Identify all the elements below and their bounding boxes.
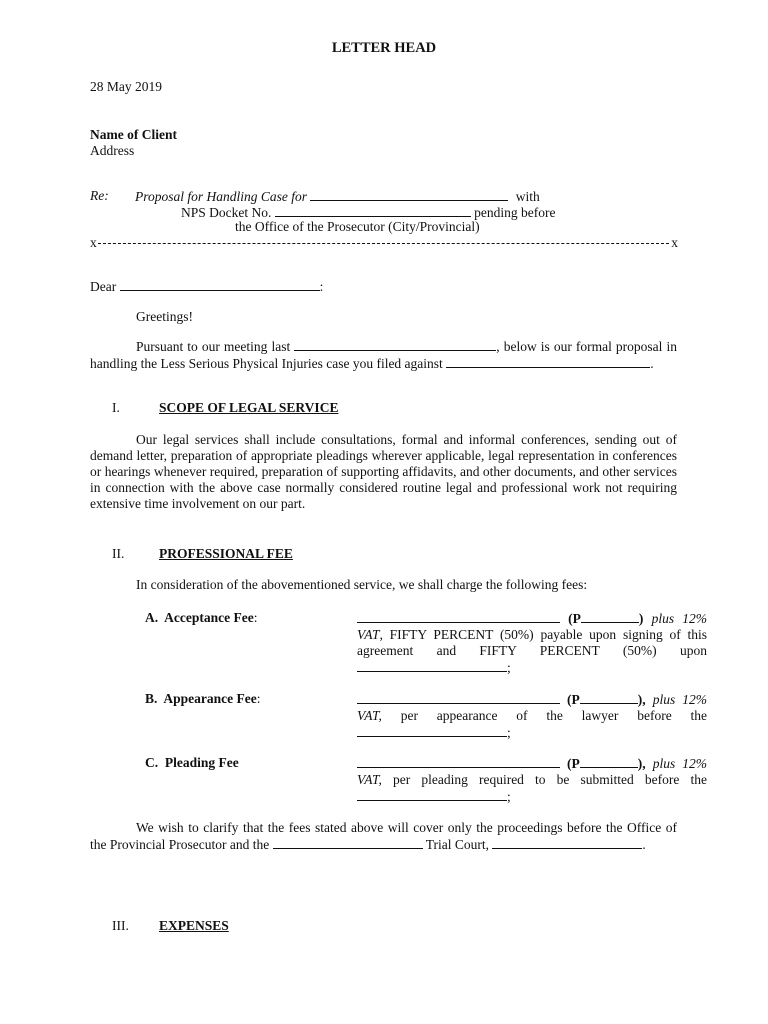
docket-number-blank: [275, 204, 471, 217]
fee-c-plus: plus 12%: [652, 756, 708, 771]
fee-a-desc: , FIFTY PERCENT (50%) payable upon signing of this agreement and FIFTY PERCENT (50%) upon: [357, 627, 707, 658]
section-3-number: III.: [112, 918, 129, 933]
dear-text: Dear: [90, 279, 117, 294]
re-subject: Proposal for Handling Case for: [135, 189, 308, 204]
fee-b-amount-words-blank: [357, 691, 560, 704]
fee-a-vat: VAT: [357, 627, 380, 642]
fee-a-peso-open: (P: [568, 611, 581, 626]
fee-b-description: [357, 691, 707, 741]
section-2-number: II.: [112, 546, 125, 561]
fee-c-peso-open: (P: [567, 756, 580, 771]
fee-c-venue-blank: [357, 788, 507, 801]
intro-part-3: .: [650, 356, 654, 371]
fee-c-peso-close: ),: [637, 756, 646, 771]
fee-b-plus: plus 12%: [652, 692, 708, 707]
clarify-paragraph: [90, 820, 677, 853]
fee-b-letter: B.: [145, 691, 158, 706]
separator-line: [90, 235, 678, 251]
section-3-title: EXPENSES: [159, 918, 229, 933]
letterhead-title: LETTER HEAD: [331, 40, 437, 56]
salutation: [90, 278, 323, 295]
docket-label: NPS Docket No.: [181, 205, 272, 220]
separator-end: x: [671, 235, 678, 250]
fee-b-desc: per appearance of the lawyer before the: [381, 708, 707, 723]
fee-a-plus: plus 12%: [651, 611, 708, 626]
section-2-title: PROFESSIONAL FEE: [159, 546, 293, 561]
fee-b-vat: VAT,: [357, 708, 382, 723]
fee-a-end: ;: [507, 660, 511, 675]
salutation-colon: :: [319, 279, 324, 294]
re-pending: pending before: [474, 205, 556, 220]
greetings: Greetings!: [136, 309, 193, 324]
fee-a-condition-blank: [357, 659, 507, 672]
clarify-part-3: .: [642, 837, 646, 852]
fee-c-label: [145, 755, 239, 771]
meeting-date-blank: [294, 338, 496, 351]
client-name: Name of Client: [90, 127, 177, 142]
trial-court-blank: [273, 836, 423, 849]
fee-c-vat: VAT,: [357, 772, 382, 787]
fee-a-amount-words-blank: [357, 610, 560, 623]
fee-b-venue-blank: [357, 724, 507, 737]
clarify-part-2: Trial Court,: [425, 837, 489, 852]
fee-b-end: ;: [507, 725, 511, 740]
fee-intro: In consideration of the abovementioned service, we shall charge the following fees:: [136, 577, 588, 592]
fee-c-desc: per pleading required to be submitted before the: [381, 772, 707, 787]
case-name-blank: [310, 188, 508, 201]
fee-c-amount-blank: [580, 755, 638, 768]
fee-b-name: Appearance Fee: [163, 691, 257, 706]
re-line-3: the Office of the Prosecutor (City/Provincial): [235, 219, 480, 234]
scope-paragraph: Our legal services shall include consultations, formal and informal conferences, sending out of demand letter, preparation of appropriate pleadings wherever applicable, legal representation in conferences or hearings whenever required, preparation of supporting affidavits, and other documents, and other services in connection with the above case normally considered routine legal and professional work not requiring extensive time involvement on our part.: [90, 432, 677, 511]
fee-b-peso-close: ),: [637, 692, 646, 707]
client-address: Address: [90, 143, 135, 158]
fee-b-label: B. Appearance Fee:: [145, 691, 261, 706]
separator-dashes: [98, 243, 669, 244]
letter-date: 28 May 2019: [90, 79, 162, 94]
court-location-blank: [492, 836, 642, 849]
clarify-part-1: We wish to clarify that the fees stated above will cover only the proceedings before the Office of the Provincial Prosecutor and the: [90, 820, 677, 852]
re-line-1: [135, 188, 540, 205]
fee-c-description: [357, 755, 707, 805]
section-1-number: I.: [112, 400, 120, 415]
fee-a-name: Acceptance Fee: [164, 610, 254, 625]
section-1-title: SCOPE OF LEGAL SERVICE: [159, 400, 339, 415]
re-label: Re:: [90, 188, 109, 203]
fee-c-name: Pleading Fee: [164, 755, 239, 770]
fee-c-amount-words-blank: [357, 755, 560, 768]
addressee-blank: [120, 278, 320, 291]
fee-a-amount-blank: [581, 610, 639, 623]
fee-c-end: ;: [507, 789, 511, 804]
intro-part-2: , below is our formal proposal in handling the Less Serious Physical Injuries case you filed against: [90, 339, 677, 371]
re-with: with: [515, 189, 540, 204]
fee-a-letter: A.: [145, 610, 159, 625]
respondent-blank: [446, 355, 650, 368]
separator-start: x: [90, 235, 97, 250]
intro-part-1: Pursuant to our meeting last: [136, 339, 291, 354]
fee-a-peso-close: ): [638, 611, 644, 626]
fee-c-letter: C.: [145, 755, 159, 770]
fee-a-label: A. Acceptance Fee:: [145, 610, 258, 625]
fee-b-peso-open: (P: [567, 692, 580, 707]
fee-b-amount-blank: [580, 691, 638, 704]
fee-a-description: [357, 610, 707, 676]
intro-paragraph: [90, 338, 677, 372]
